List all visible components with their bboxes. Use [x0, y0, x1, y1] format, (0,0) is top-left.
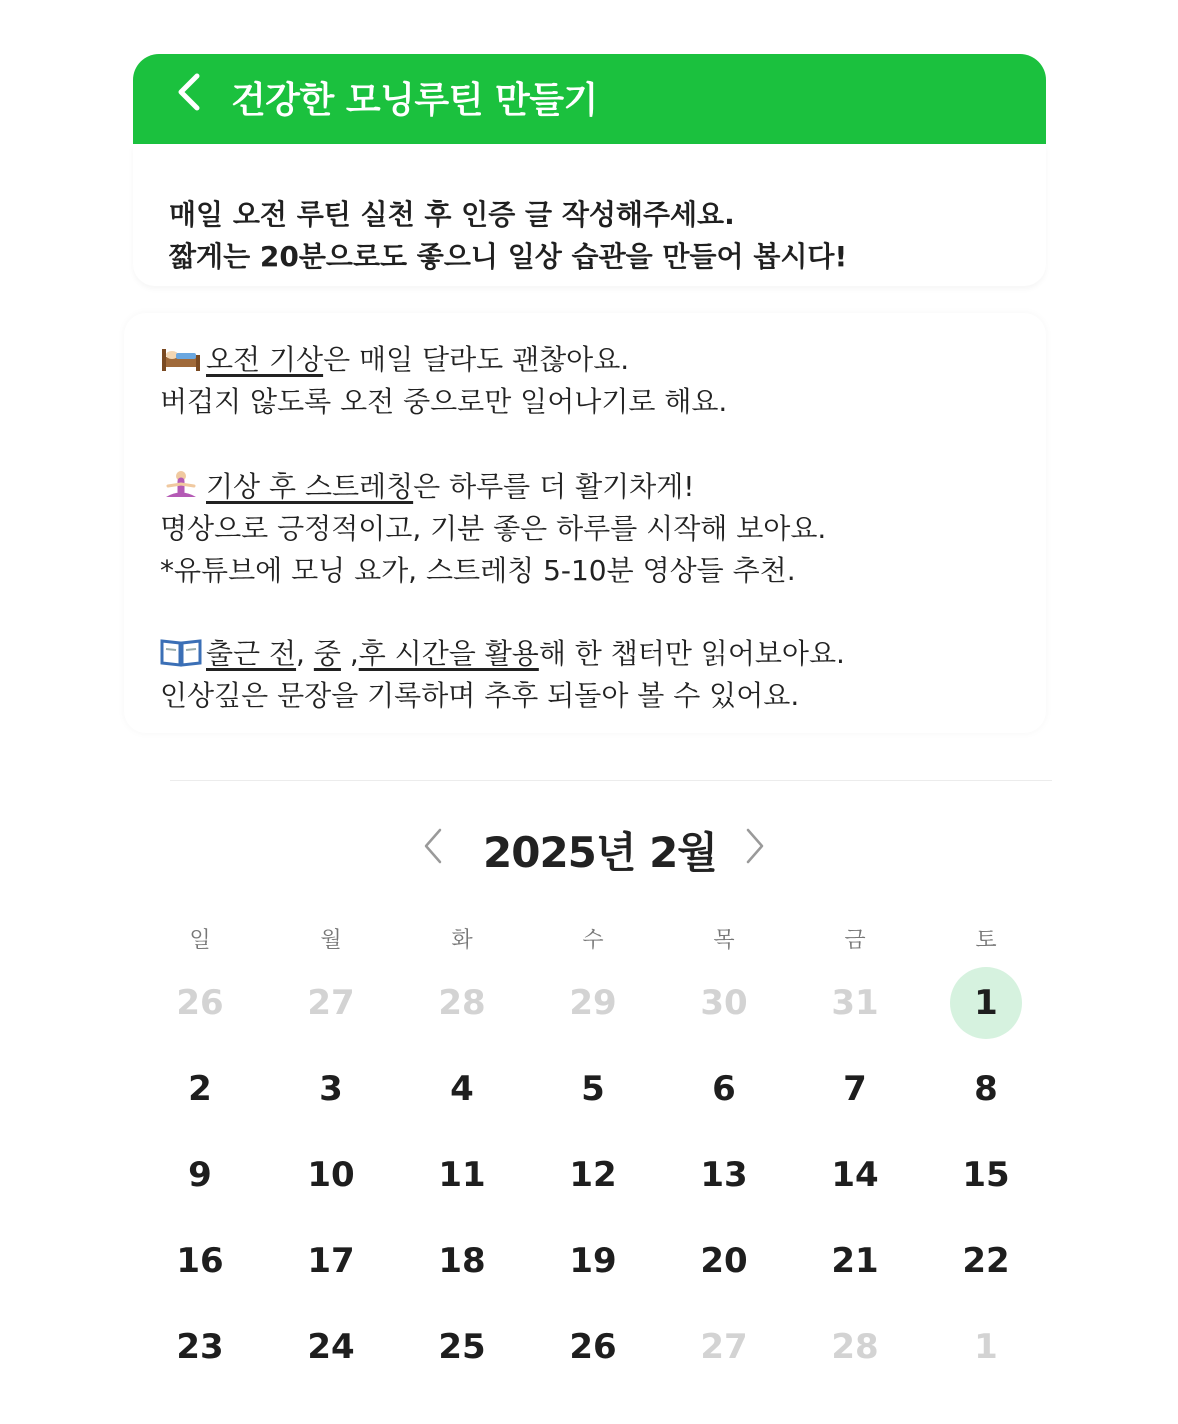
day-cell[interactable]: 20 [700, 1241, 748, 1281]
read-label-before: 출근 전 [206, 637, 297, 670]
guide-card [124, 313, 1046, 733]
day-cell[interactable]: 7 [843, 1069, 867, 1109]
day-cell[interactable]: 18 [438, 1241, 486, 1281]
day-cell[interactable]: 24 [307, 1327, 355, 1367]
intro-line-2: 짧게는 20분으로도 좋으니 일상 습관을 만들어 봅시다! [169, 240, 848, 273]
stretch-rest: 은 하루를 더 활기차게! [413, 470, 695, 503]
read-rest: 해 한 챕터만 읽어보아요. [538, 637, 845, 670]
read-label-during: 중 [313, 637, 341, 670]
wake-section [160, 339, 727, 423]
back-button[interactable] [169, 72, 209, 112]
day-cell[interactable]: 29 [569, 983, 617, 1023]
read-sep-1: , [296, 637, 305, 670]
day-cell[interactable]: 28 [438, 983, 486, 1023]
day-cell[interactable]: 19 [569, 1241, 617, 1281]
day-cell[interactable]: 31 [831, 983, 879, 1023]
day-cell[interactable]: 12 [569, 1155, 617, 1195]
page-title: 건강한 모닝루틴 만들기 [231, 80, 598, 121]
day-cell[interactable]: 23 [176, 1327, 224, 1367]
month-nav [135, 808, 1052, 878]
divider [170, 780, 1052, 781]
day-cell[interactable]: 26 [176, 983, 224, 1023]
app-header [133, 54, 1046, 144]
weekday-label: 목 [713, 928, 735, 953]
read-section [160, 633, 845, 717]
stretch-line-2: 명상으로 긍정적이고, 기분 좋은 하루를 시작해 보아요. [160, 512, 827, 545]
read-label-after: 후 시간을 활용 [358, 637, 539, 670]
read-sep-2: , [349, 637, 359, 670]
next-month-button[interactable] [740, 826, 770, 866]
day-cell[interactable]: 27 [700, 1327, 748, 1367]
day-cell[interactable]: 3 [319, 1069, 343, 1109]
weekday-label: 토 [975, 928, 997, 953]
weekday-label: 금 [844, 928, 866, 953]
day-cell[interactable]: 2 [188, 1069, 212, 1109]
weekday-label: 화 [451, 928, 473, 953]
intro-card [133, 144, 1046, 286]
day-cell[interactable]: 27 [307, 983, 355, 1023]
day-cell[interactable]: 4 [450, 1069, 474, 1109]
day-cell[interactable]: 1 [974, 1327, 998, 1367]
day-cell[interactable]: 21 [831, 1241, 879, 1281]
bed-emoji-icon [160, 343, 202, 373]
day-cell[interactable]: 13 [700, 1155, 748, 1195]
stretch-section [160, 466, 826, 592]
day-cell[interactable]: 6 [712, 1069, 736, 1109]
yoga-emoji-icon [160, 470, 202, 500]
chevron-right-icon [740, 826, 770, 866]
day-cell[interactable]: 16 [176, 1241, 224, 1281]
day-cell[interactable]: 8 [974, 1069, 998, 1109]
stretch-label: 기상 후 스트레칭 [206, 470, 414, 503]
day-cell[interactable]: 15 [962, 1155, 1010, 1195]
stretch-line-3: *유튜브에 모닝 요가, 스트레칭 5-10분 영상들 추천. [160, 554, 796, 587]
day-cell[interactable]: 14 [831, 1155, 879, 1195]
day-cell-selected[interactable]: 1 [950, 967, 1022, 1039]
wake-line-2: 버겁지 않도록 오전 중으로만 일어나기로 해요. [160, 385, 728, 418]
day-cell[interactable]: 26 [569, 1327, 617, 1367]
intro-text [169, 194, 847, 278]
chevron-left-icon [418, 826, 448, 866]
day-cell[interactable]: 28 [831, 1327, 879, 1367]
calendar [135, 790, 1052, 1424]
wake-rest: 은 매일 달라도 괜찮아요. [323, 343, 630, 376]
day-cell[interactable]: 5 [581, 1069, 605, 1109]
wake-label: 오전 기상 [206, 343, 324, 376]
prev-month-button[interactable] [418, 826, 448, 866]
intro-line-1: 매일 오전 루틴 실천 후 인증 글 작성해주세요. [169, 198, 735, 231]
read-line-2: 인상깊은 문장을 기록하며 추후 되돌아 볼 수 있어요. [160, 679, 800, 712]
day-cell[interactable]: 9 [188, 1155, 212, 1195]
day-cell[interactable]: 11 [438, 1155, 486, 1195]
day-cell[interactable]: 22 [962, 1241, 1010, 1281]
book-emoji-icon [160, 637, 202, 667]
day-cell[interactable]: 30 [700, 983, 748, 1023]
weekday-label: 월 [320, 928, 342, 953]
weekday-label: 일 [189, 928, 211, 953]
day-cell[interactable]: 17 [307, 1241, 355, 1281]
chevron-left-icon [175, 72, 203, 112]
weekday-label: 수 [582, 928, 604, 953]
day-cell[interactable]: 10 [307, 1155, 355, 1195]
day-cell[interactable]: 25 [438, 1327, 486, 1367]
month-label: 2025년 2월 [483, 828, 717, 877]
